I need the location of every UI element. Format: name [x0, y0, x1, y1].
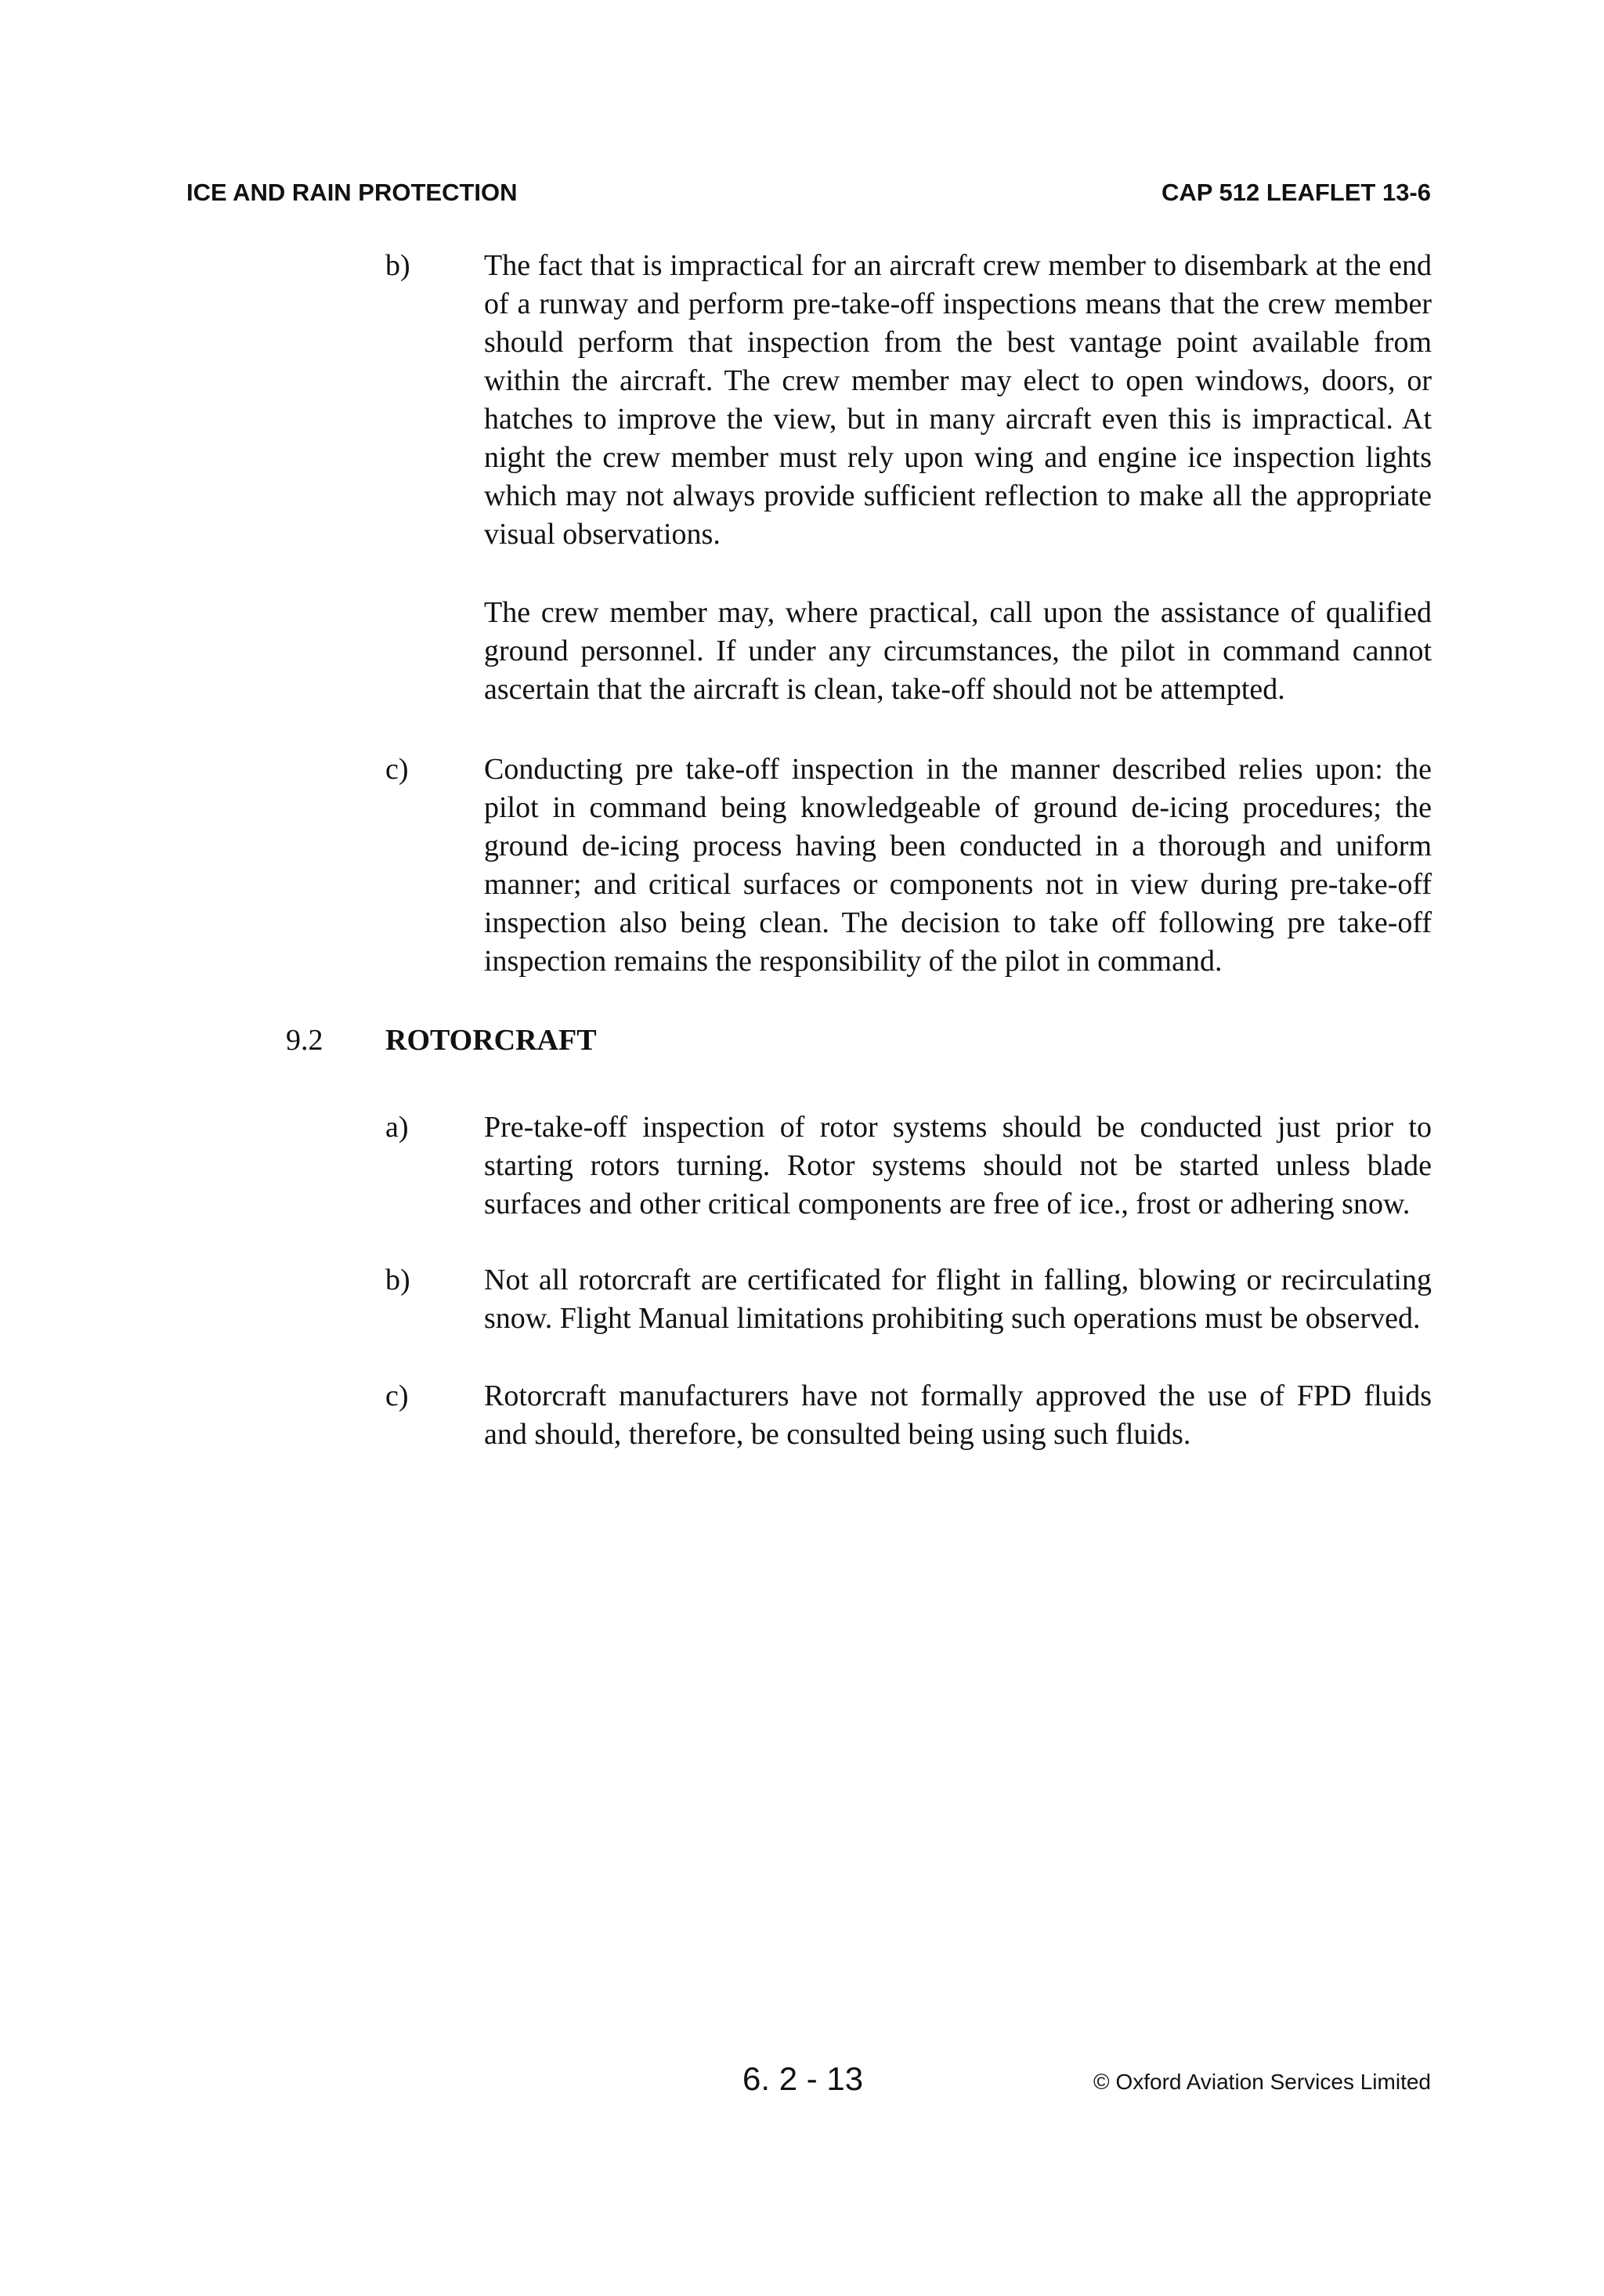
rotorcraft-item-b-label: b) — [385, 1264, 410, 1296]
header-chapter-title: ICE AND RAIN PROTECTION — [186, 179, 518, 206]
copyright-notice: © Oxford Aviation Services Limited — [1093, 2070, 1431, 2094]
item-b-label: b) — [385, 249, 410, 282]
rotorcraft-item-a-label: a) — [385, 1111, 409, 1144]
section-number: 9.2 — [286, 1024, 323, 1057]
header-document-reference: CAP 512 LEAFLET 13-6 — [1161, 179, 1431, 206]
item-b-paragraph-2: The crew member may, where practical, call upon the assistance of qualified ground personnel. If under any circumstances, the pilot in command cannot ascertain that the aircraft is clean, take-off should not be attempted. — [484, 596, 1432, 706]
page-number: 6. 2 - 13 — [742, 2060, 864, 2097]
rotorcraft-item-c-label: c) — [385, 1379, 409, 1412]
rotorcraft-item-b-paragraph: Not all rotorcraft are certificated for flight in falling, blowing or recirculating snow. Flight Manual limitations prohibiting such operations must be observed. — [484, 1264, 1432, 1335]
section-title: ROTORCRAFT — [385, 1024, 597, 1057]
rotorcraft-item-a-paragraph: Pre-take-off inspection of rotor systems should be conducted just prior to starting rotors turning. Rotor systems should not be started unless blade surfaces and other critical components are free of ice., frost or adhering snow. — [484, 1111, 1432, 1220]
item-c-paragraph: Conducting pre take-off inspection in the manner described relies upon: the pilot in command being knowledgeable of ground de-icing procedures; the ground de-icing process having been conducted in a thorough and uniform manner; and critical surfaces or components not in view during pre-take-off inspection also being clean. The decision to take off following pre take-off inspection remains the responsibility of the pilot in command. — [484, 753, 1432, 978]
item-c-label: c) — [385, 753, 409, 786]
item-b-paragraph-1: The fact that is impractical for an aircraft crew member to disembark at the end of a runway and perform pre-take-off inspections means that the crew member should perform that inspection from the best vantage point available from within the aircraft. The crew member may elect to open windows, doors, or hatches to improve the view, but in many aircraft even this is impractical. At night the crew member must rely upon wing and engine ice inspection lights which may not always provide sufficient reflection to make all the appropriate visual observations. — [484, 249, 1432, 551]
rotorcraft-item-c-paragraph: Rotorcraft manufacturers have not formally approved the use of FPD fluids and should, therefore, be consulted being using such fluids. — [484, 1379, 1432, 1451]
